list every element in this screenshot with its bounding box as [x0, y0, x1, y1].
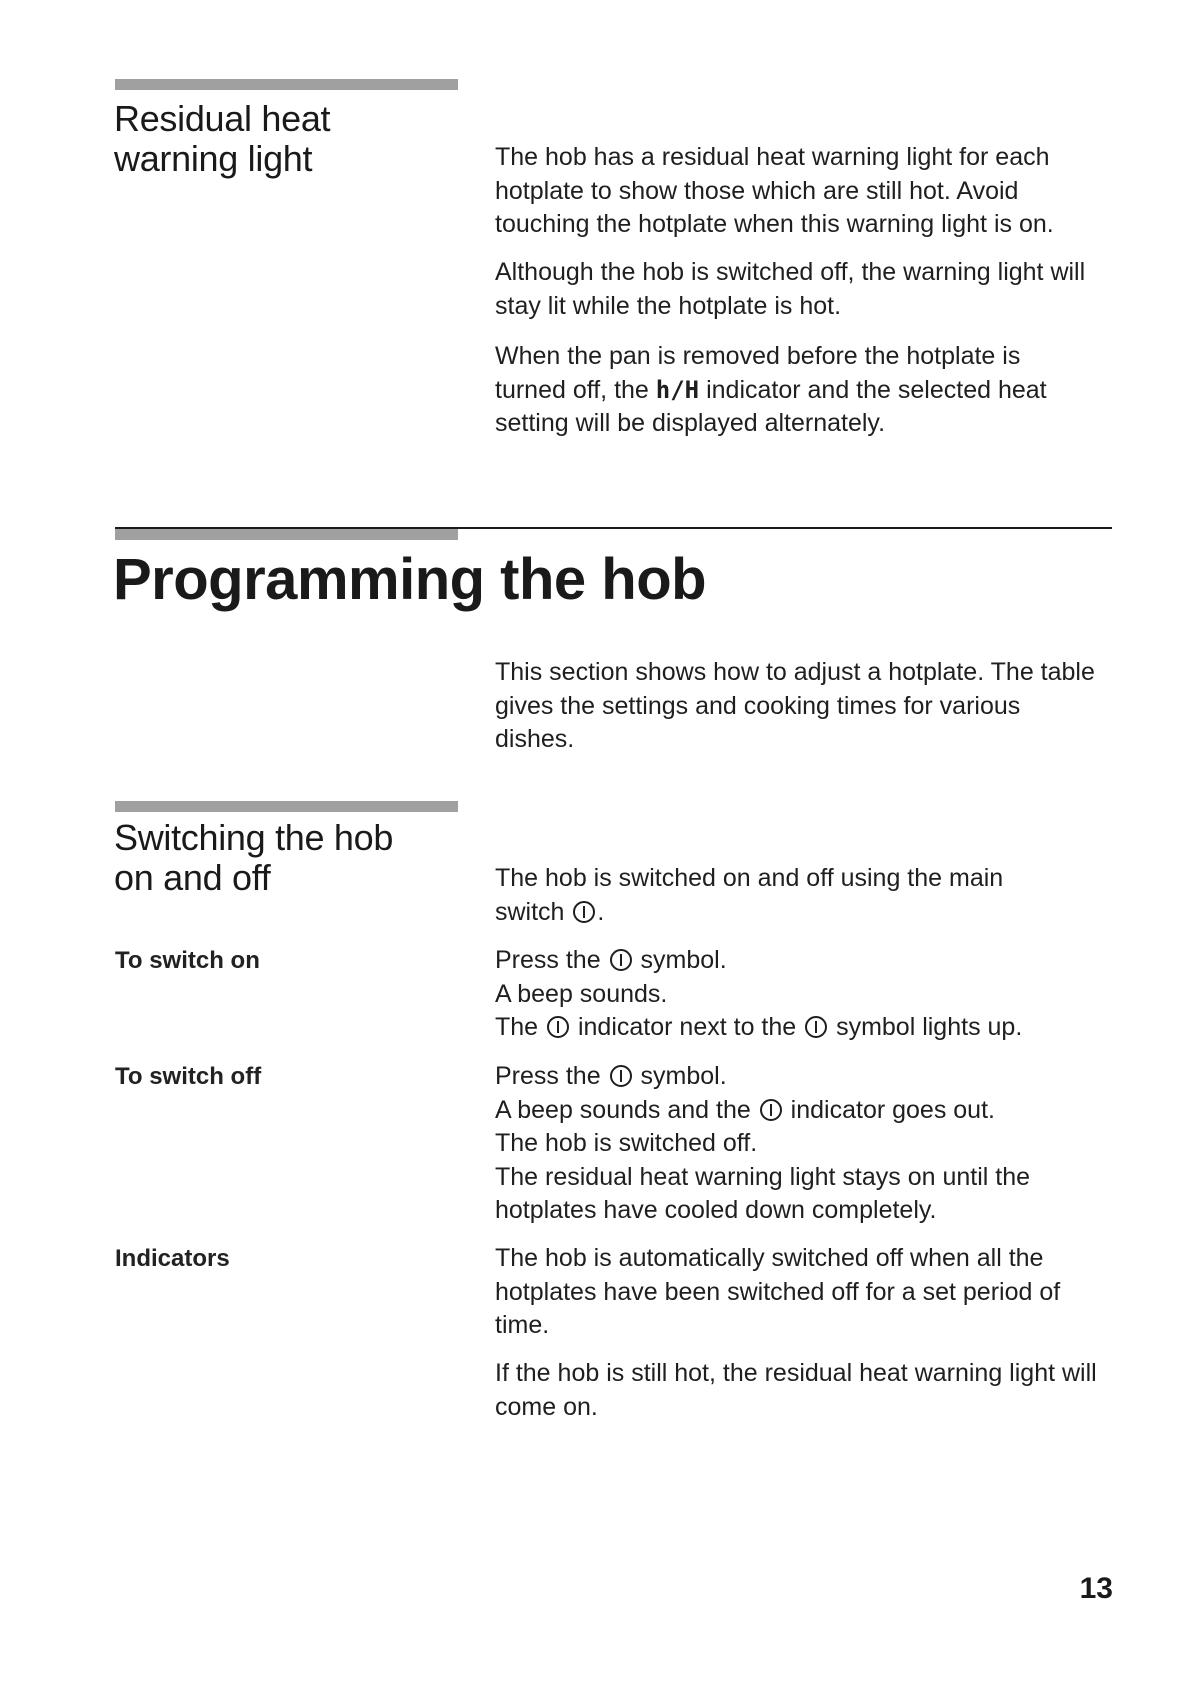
text-fragment: A beep sounds and the: [495, 1095, 758, 1124]
residual-heat-indicator-icon: h/H: [655, 375, 700, 404]
indicators-paragraph-2: [495, 1357, 1135, 1424]
text-line: dishes.: [495, 725, 575, 753]
residual-paragraph-1: [495, 141, 1135, 242]
switch-on-steps: [495, 944, 1135, 1045]
text-line: [495, 374, 1135, 408]
switching-heading-line1: Switching the hob: [114, 817, 394, 858]
text-fragment: Press the: [495, 1062, 608, 1090]
text-fragment: The: [495, 1013, 546, 1041]
chapter-bar: [115, 529, 458, 540]
text-fragment: symbol.: [633, 1062, 727, 1090]
text-line: hotplates have been switched off for a set period of: [495, 1277, 1061, 1306]
switching-heading-line2: on and off: [114, 857, 271, 898]
text-fragment: indicator next to the: [571, 1013, 804, 1041]
text-line: The hob has a residual heat warning light for each: [495, 143, 1050, 171]
text-fragment: switch: [495, 897, 572, 926]
text-line: [495, 896, 1135, 930]
label-to-switch-on: To switch on: [115, 947, 260, 974]
residual-heading: [114, 99, 330, 179]
text-line: The residual heat warning light stays on until the: [495, 1162, 1031, 1191]
section-bar-residual: [115, 79, 458, 90]
residual-paragraph-2: [495, 256, 1135, 323]
text-line: time.: [495, 1311, 550, 1339]
text-line: stay lit while the hotplate is hot.: [495, 291, 842, 320]
residual-paragraph-3: [495, 340, 1135, 441]
power-symbol-icon: [805, 1016, 827, 1038]
switching-intro: [495, 862, 1135, 929]
text-fragment: Press the: [495, 946, 608, 974]
text-line: The hob is switched on and off using the main: [495, 864, 1004, 892]
text-line: gives the settings and cooking times for various: [495, 691, 1021, 720]
power-symbol-icon: [610, 1065, 632, 1087]
text-line: When the pan is removed before the hotplate is: [495, 342, 1021, 370]
text-line: The hob is automatically switched off when all the: [495, 1244, 1044, 1272]
text-line: hotplates have cooled down completely.: [495, 1196, 937, 1224]
power-indicator-icon: [547, 1016, 569, 1038]
power-symbol-icon: [573, 901, 595, 923]
text-line: come on.: [495, 1392, 598, 1421]
text-line: [495, 1060, 1135, 1094]
text-fragment: turned off, the: [495, 375, 656, 404]
text-fragment: .: [597, 897, 605, 926]
text-line: hotplate to show those which are still hot. Avoid: [495, 176, 1019, 205]
text-line: The hob is switched off.: [495, 1129, 758, 1157]
power-symbol-icon: [610, 949, 632, 971]
chapter-title: Programming the hob: [113, 547, 707, 612]
text-fragment: indicator goes out.: [783, 1095, 995, 1124]
power-indicator-icon: [760, 1099, 782, 1121]
text-fragment: symbol lights up.: [829, 1013, 1023, 1041]
text-line: If the hob is still hot, the residual heat warning light will: [495, 1359, 1097, 1387]
text-fragment: symbol.: [633, 946, 727, 974]
switch-off-steps: [495, 1060, 1135, 1228]
text-line: [495, 1011, 1135, 1045]
text-line: A beep sounds.: [495, 979, 668, 1008]
text-line: This section shows how to adjust a hotplate. The table: [495, 658, 1095, 686]
text-line: [495, 944, 1135, 978]
text-line: Although the hob is switched off, the warning light will: [495, 258, 1086, 286]
switching-heading: [114, 818, 393, 898]
label-to-switch-off: To switch off: [115, 1063, 262, 1090]
residual-heading-line1: Residual heat: [114, 98, 331, 139]
section-bar-switching: [115, 801, 458, 812]
text-line: touching the hotplate when this warning light is on.: [495, 210, 1054, 238]
text-line: setting will be displayed alternately.: [495, 409, 886, 437]
page-number: 13: [1079, 1572, 1113, 1605]
indicators-paragraph-1: [495, 1242, 1135, 1343]
text-line: [495, 1094, 1135, 1128]
residual-heading-line2: warning light: [114, 138, 313, 179]
programming-intro: [495, 656, 1135, 757]
label-indicators: Indicators: [115, 1245, 230, 1272]
text-fragment: indicator and the selected heat: [699, 375, 1047, 404]
